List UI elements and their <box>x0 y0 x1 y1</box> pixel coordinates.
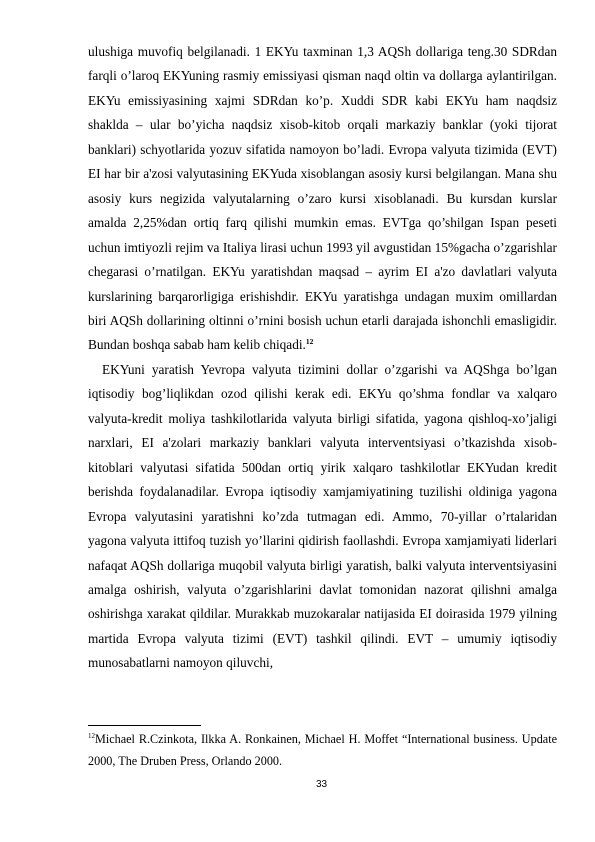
footnote-reference[interactable]: 12 <box>305 337 314 347</box>
footnote-text: Michael R.Czinkota, Ilkka A. Ronkainen, Michael H. Moffet “International business. Update 2000, The Druben Press, Orlando 2000. <box>88 732 557 768</box>
footnote-mark: 12 <box>88 732 95 740</box>
page-number: 33 <box>315 779 328 790</box>
footnote <box>88 728 557 772</box>
paragraph-2 <box>88 358 557 676</box>
page-body <box>88 40 557 676</box>
paragraph-2-text: EKYuni yaratish Yevropa valyuta tizimini dollar o’zgarishi va AQShga bo’lgan iqtisodiy bog’liqlikdan ozod qilishi kerak edi. EKYu qo’shma fondlar va xalqaro valyuta-kredit moliya tashkilotlarida valyuta birligi sifatida, yagona qishloq-xo’jaligi narxlari, EI a'zolari markaziy banklari valyuta interventsiyasi o’tkazishda xisob-kitoblari valyutasi sifatida 500dan ortiq yirik xalqaro tashkilotlar EKYudan kredit berishda foydalanadilar. Evropa iqtisodiy xamjamiyatining tuzilishi oldiniga yagona Evropa valyutasini yaratishni ko’zda tutmagan edi. Ammo, 70-yillar o’rtalaridan yagona valyuta ittifoq tuzish yo’llarini qidirish faollashdi. Evropa xamjamiyati liderlari nafaqat AQSh dollariga muqobil valyuta birligi yaratish, balki valyuta interventsiyasini amalga oshirish, valyuta o’zgarishlarini davlat tomonidan nazorat qilishni amalga oshirishga xarakat qildilar. Murakkab muzokaralar natijasida EI doirasida 1979 yilning martida Evropa valyuta tizimi (EVT) tashkil qilindi. EVT – umumiy iqtisodiy munosabatlarni namoyon qiluvchi, <box>88 361 557 671</box>
paragraph-1 <box>88 40 557 358</box>
footnote-separator <box>88 725 201 726</box>
main-text <box>88 40 557 676</box>
paragraph-1-text: ulushiga muvofiq belgilanadi. 1 EKYu taxminan 1,3 AQSh dollariga teng.30 SDRdan farqli o’laroq EKYuning rasmiy emissiyasi qisman naqd oltin va dollarga aylantirilgan. EKYu emissiyasining xajmi SDRdan ko’p. Xuddi SDR kabi EKYu ham naqdsiz shaklda – ular bo’yicha naqdsiz xisob-kitob orqali markaziy banklar (yoki tijorat banklari) schyotlarida yozuv sifatida namoyon bo’ladi. Evropa valyuta tizimida (EVT) EI har bir a'zosi valyutasining EKYuda xisoblangan asosiy kursi belgilangan. Mana shu asosiy kurs negizida valyutalarning o’zaro kursi xisoblanadi. Bu kursdan kurslar amalda 2,25%dan ortiq farq qilishi mumkin emas. EVTga qo’shilgan Ispan peseti uchun imtiyozli rejim va Italiya lirasi uchun 1993 yil avgustidan 15%gacha o’zgarishlar chegarasi o’rnatilgan. EKYu yaratishdan maqsad – ayrim EI a'zo davlatlari valyuta kurslarining barqarorligiga erishishdir. EKYu yaratishga undagan muxim omillardan biri AQSh dollarining oltinni o’rnini bosish uchun etarli darajada ishonchli emasligidir. Bundan boshqa sabab ham kelib chiqadi. <box>88 44 557 353</box>
